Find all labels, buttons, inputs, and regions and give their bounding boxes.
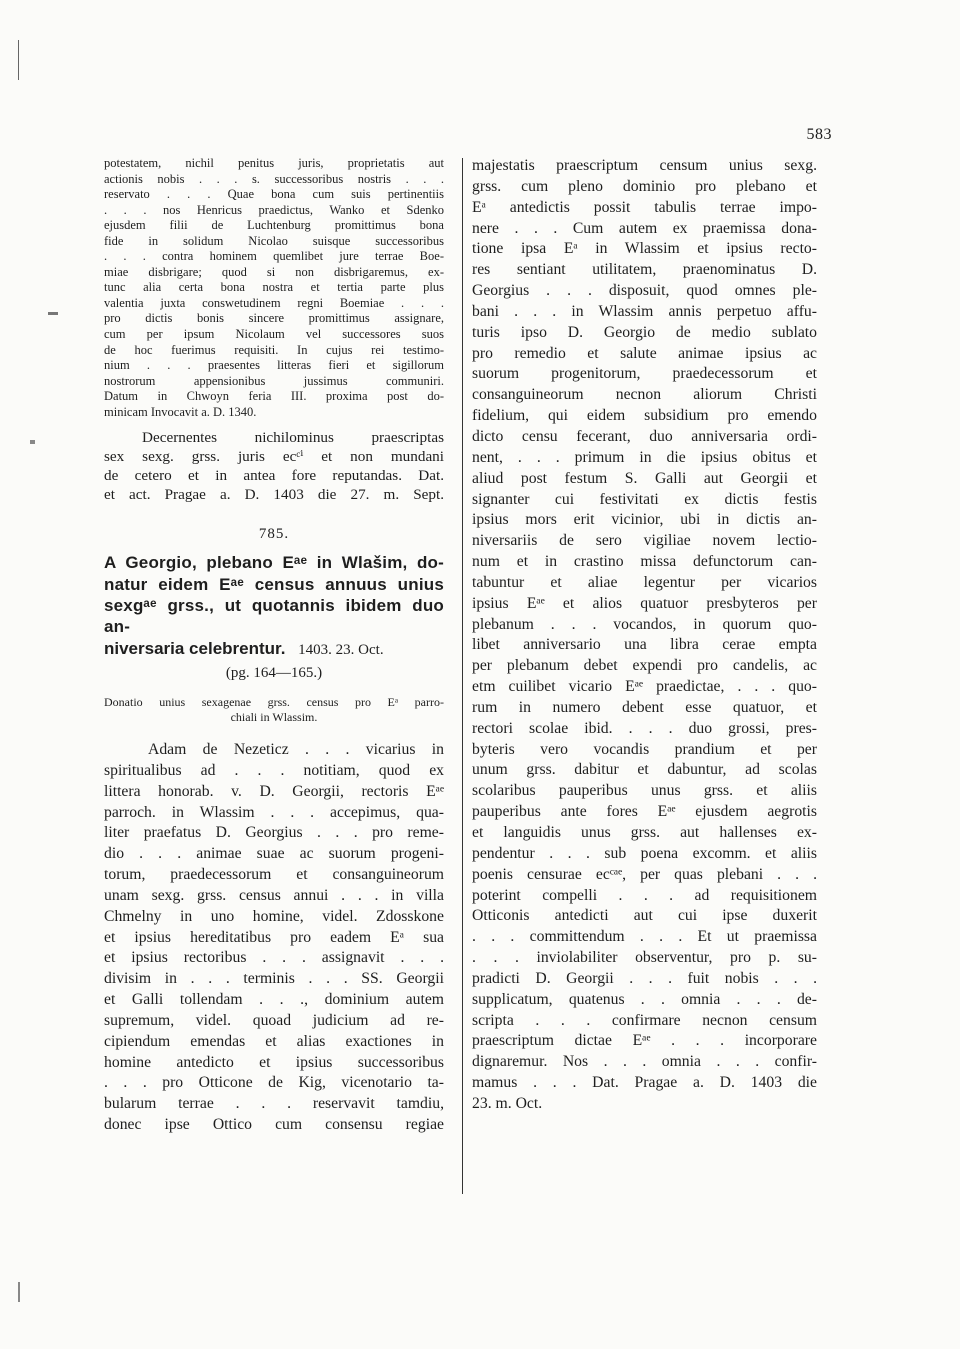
text-line: et ipsius rectoribus . . . assignavit . . . <box>104 949 444 967</box>
text-line: pro remedio et salute animae ipsius ac <box>472 344 817 362</box>
text-line: pendentur . . . sub poena excomm. et aliis <box>472 844 817 862</box>
text-line: reservato . . . Quae bona cum suis pertinentiis <box>104 187 444 202</box>
text-line: poenis censurae ecᶜᵃᵉ, per quas plebani . . . <box>472 865 817 883</box>
summary-line: chiali in Wlassim. <box>230 710 318 725</box>
charter-dating <box>472 1073 817 1115</box>
text-line: 23. m. Oct. <box>472 1094 543 1112</box>
column-divider <box>462 158 463 1194</box>
text-line: dio . . . animae suae ac suorum progeni- <box>104 845 444 863</box>
text-line: Eᵃ antedictis possit tabulis terrae impo- <box>472 198 817 216</box>
summary-note <box>104 695 444 726</box>
text-line: de hoc fuerimus requisiti. In cujus rei testimo- <box>104 342 444 357</box>
text-line: per plebanum debet expendi pro candelis, ac <box>472 657 817 675</box>
text-line: . . . contra hominem quemlibet jure terrae Boe- <box>104 249 444 264</box>
charter-body-first-line: Adam de Nezeticz . . . vicarius in <box>148 740 444 758</box>
charter-body <box>104 740 444 1136</box>
text-line: potestatem, nichil penitus juris, proprietatis aut <box>104 156 444 170</box>
text-line: tabuntur et aliae legentur per vicarios <box>472 573 817 591</box>
page-reference: (pg. 164—165.) <box>225 664 323 681</box>
text-line: res sentiant utilitatem, praenominatus D. <box>472 261 817 279</box>
summary-line: Donatio unius sexagenae grss. census pro Eᵃ parro- <box>104 694 444 709</box>
charter-continuation <box>472 156 817 1073</box>
text-line: minicam Invocavit a. D. 1340. <box>104 404 257 419</box>
text-line: majestatis praescriptum censum unius sexg. <box>472 157 817 174</box>
heading-line: A Georgio, plebano Eᵃᵉ in Wlašim, do- <box>104 553 444 573</box>
text-line: pauperibus ante fores Eᵃᵉ ejusdem aegrotis <box>472 803 817 821</box>
right-column <box>472 156 817 1115</box>
text-line: ejusdem filii de Luchtenburg promittimus bona <box>104 218 444 233</box>
text-line: liter praefatus D. Georgius . . . pro reme- <box>104 824 444 842</box>
text-line: nent, . . . primum in die ipsius obitus et <box>472 448 817 466</box>
text-line: rectori scolae ibid. . . . duo grossi, pres- <box>472 719 817 737</box>
text-line: pradicti D. Georgii . . . fuit nobis . . . <box>472 969 817 987</box>
text-line: ipsius mors erit vicinior, ubi in dictis an- <box>472 511 817 529</box>
text-line: valentia juxta conswetudinem regni Boemiae . . . <box>104 295 444 310</box>
text-line: supplicatum, quatenus . . omnia . . . de- <box>472 990 817 1008</box>
text-line: plebanum . . . vocandos, in quorum quo- <box>472 615 817 633</box>
margin-speck <box>48 312 58 315</box>
text-line: unam sexg. grss. census annui . . . in villa <box>104 886 444 904</box>
section-number: 785. <box>258 526 290 543</box>
text-line: cum per ipsum Nicolaum vel successores suos <box>104 327 444 342</box>
text-line: byteris vero vocandis prandium et per <box>472 740 817 758</box>
text-line: Datum in Chwoyn feria III. proxima post do- <box>104 389 444 404</box>
text-line: niversariis de sero vigiliae novem lectio- <box>472 532 817 550</box>
text-line: torum, praedecessorum et consanguineorum <box>104 866 444 884</box>
decernentes-paragraph <box>104 429 444 504</box>
document-heading-last-line <box>104 638 444 661</box>
text-line: dignaremur. Nos . . . omnia . . . confir- <box>472 1053 817 1071</box>
text-line: . . . committendum . . . Et ut praemissa <box>472 928 817 946</box>
text-line: dicto censu fecerant, duo anniversaria ordi- <box>472 427 817 445</box>
text-line: Chmelny in uno homine, videl. Zdosskone <box>104 907 444 925</box>
text-line: . . . nos Henricus praedictus, Wanko et Sdenko <box>104 202 444 217</box>
text-line: Decernentes nichilominus praescriptas <box>142 429 444 447</box>
margin-speck <box>18 1282 20 1302</box>
heading-date: 1403. 23. Oct. <box>298 641 384 658</box>
text-line: sex sexg. grss. juris ecᶜⁱ et non mundani <box>104 448 444 466</box>
text-line: et act. Pragae a. D. 1403 die 27. m. Sept. <box>104 485 444 503</box>
text-line: praescriptum dictae Eᵃᵉ . . . incorporare <box>472 1032 817 1050</box>
text-line: cipiendum emendas et alias exactiones in <box>104 1032 444 1050</box>
text-line: . . . inviolabiliter observentur, pro p. su- <box>472 949 817 967</box>
left-column <box>104 156 444 1136</box>
text-line: pro dictis bonis sincere promittimus assignare, <box>104 311 444 326</box>
text-line: tunc alia certa bona nostra et tertia parte plus <box>104 280 444 295</box>
document-heading <box>104 552 444 637</box>
text-line: scripta . . . confirmare necnon censum <box>472 1011 817 1029</box>
heading-line: natur eidem Eᵃᵉ census annuus unius <box>104 574 444 594</box>
text-line: bularum terrae . . . reservavit tamdiu, <box>104 1095 444 1113</box>
text-line: aliud post festum S. Galli aut Georgii et <box>472 469 817 487</box>
text-line: nere . . . Cum autem ex praemissa dona- <box>472 219 817 237</box>
text-line: supremum, videl. quoad judicium ad re- <box>104 1011 444 1029</box>
text-line: parroch. in Wlassim . . . accepimus, qua- <box>104 803 444 821</box>
text-line: mamus . . . Dat. Pragae a. D. 1403 die <box>472 1074 817 1092</box>
text-line: signanter cui festivitati ex dictis festis <box>472 490 817 508</box>
page-number: 583 <box>806 126 832 143</box>
heading-line: sexgᵃᵉ grss., ut quotannis ibidem duo an- <box>104 596 444 637</box>
text-line: fide in solidum Nicolao suisque successoribus <box>104 233 444 248</box>
text-line: littera honorab. v. D. Georgii, rectoris Eᵃᵉ <box>104 782 444 800</box>
text-line: de cetero et in antea fore reputandas. Dat. <box>104 466 444 484</box>
text-line: grss. cum pleno dominio pro plebano et <box>472 177 817 195</box>
text-line: tione ipsa Eᵃ in Wlassim et ipsius recto- <box>472 240 817 258</box>
text-line: Otticonis antedicti aut cui ipse duxerit <box>472 907 817 925</box>
text-line: Georgius . . . disposuit, quod omnes ple- <box>472 282 817 300</box>
text-line: consanguineorum necnon aliorum Christi <box>472 386 817 404</box>
text-line: donec ipse Ottico cum consensu regiae <box>104 1116 444 1134</box>
text-line: unum grss. dabitur et dabuntur, ad scolas <box>472 761 817 779</box>
text-line: libet anniversario una libra cerae empta <box>472 636 817 654</box>
text-line: homine antedicto et ipsius successoribus <box>104 1053 444 1071</box>
margin-speck <box>18 40 19 80</box>
text-line: et languidis unus grss. aut hallenses ex- <box>472 824 817 841</box>
text-line: suorum progenitorum, praedecessorum et <box>472 365 817 383</box>
text-line: turis ipso D. Georgio de medio sublato <box>472 323 817 341</box>
text-line: bani . . . in Wlassim annis perpetuo affu- <box>472 302 817 320</box>
text-line: nostrorum appensionibus jussimus communiri. <box>104 373 444 388</box>
text-line: rum in numero debent esse quatuor, et <box>472 698 817 716</box>
text-line: divisim in . . . terminis . . . SS. Georgii <box>104 970 444 988</box>
previous-charter-text <box>104 156 444 420</box>
text-line: poterint compelli . . . ad requisitionem <box>472 886 817 904</box>
text-line: et Galli tollendam . . ., dominium autem <box>104 991 444 1009</box>
text-line: scolaribus pauperibus unus grss. et aliis <box>472 782 817 800</box>
text-line: nium . . . praesentes litteras fieri et sigillorum <box>104 358 444 373</box>
text-line: spiritualibus ad . . . notitiam, quod ex <box>104 761 444 779</box>
text-line: num et in crastino missa defunctorum can- <box>472 553 817 571</box>
text-line: miae disbrigare; quod si non disbrigaremus, ex- <box>104 264 444 279</box>
heading-last-text: niversaria celebrentur. <box>104 638 286 658</box>
margin-speck <box>30 440 35 444</box>
text-line: etm cuilibet vicario Eᵃᵉ praedictae, . . . quo- <box>472 678 817 696</box>
text-line: . . . pro Otticone de Kig, vicenotario ta- <box>104 1074 444 1092</box>
text-line: ipsius Eᵃᵉ et alios quatuor presbyteros per <box>472 594 817 612</box>
text-line: fidelium, qui eidem subsidium pro emendo <box>472 407 817 425</box>
charter-body-lines <box>104 761 444 1136</box>
text-line: et ipsius hereditatibus pro eadem Eᵃ sua <box>104 928 444 946</box>
text-line: actionis nobis . . . s. successoribus nostris . . . <box>104 171 444 186</box>
